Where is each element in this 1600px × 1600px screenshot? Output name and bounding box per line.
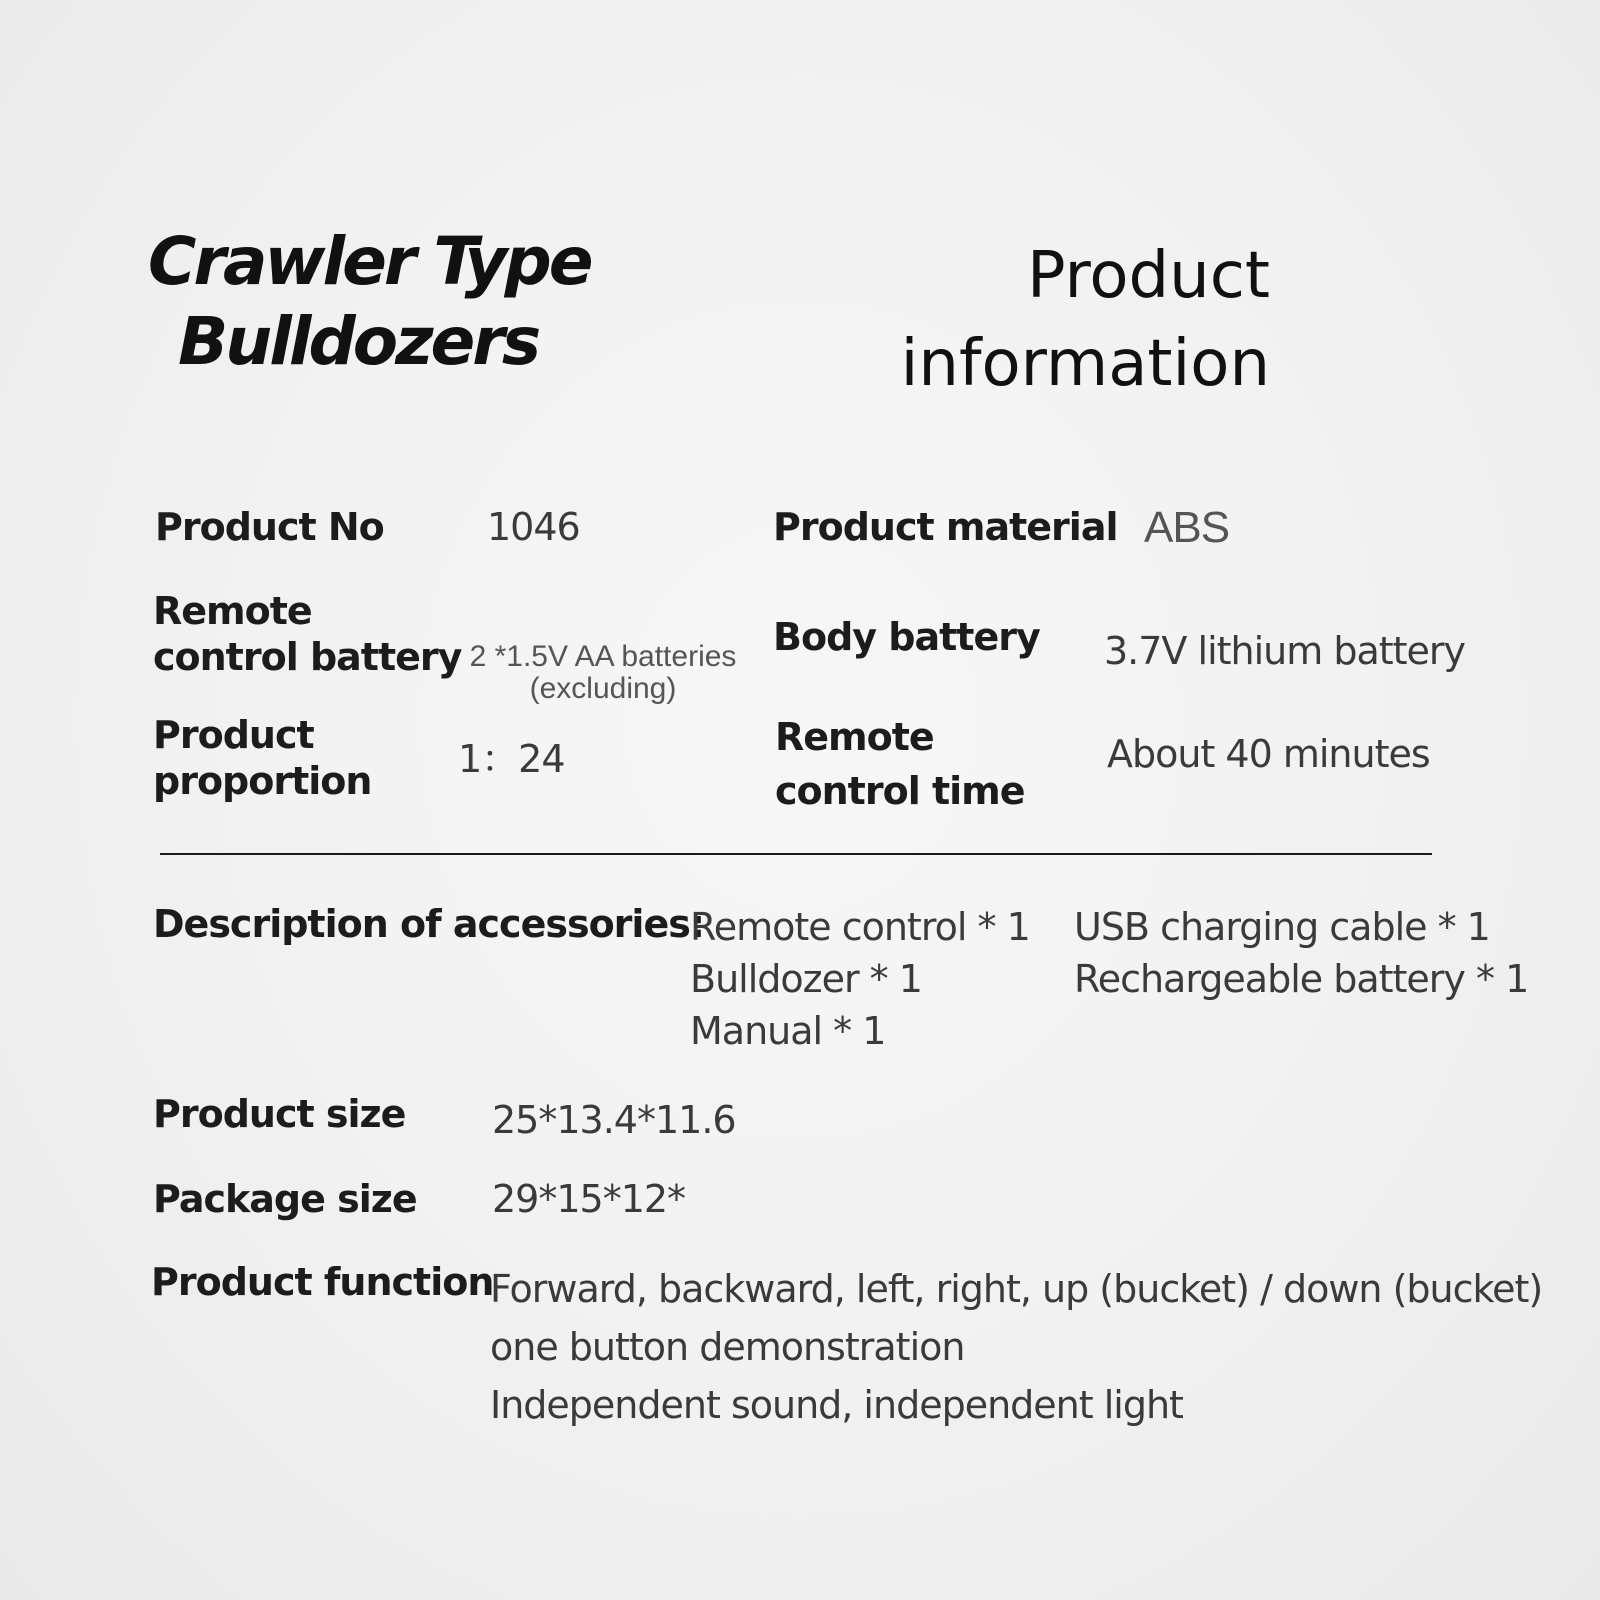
product-title-line1: Crawler Type xyxy=(148,223,591,300)
accessory-item: Bulldozer * 1 xyxy=(690,957,922,1001)
remote-time-value: About 40 minutes xyxy=(1107,732,1430,776)
proportion-label xyxy=(153,712,371,804)
product-function-value xyxy=(490,1260,1542,1434)
remote-battery-value-line1: 2 *1.5V AA batteries xyxy=(469,640,737,673)
accessory-item: USB charging cable * 1 xyxy=(1074,905,1490,949)
section-title-line2: information xyxy=(900,327,1270,401)
product-function-line: one button demonstration xyxy=(490,1325,965,1369)
accessories-list-col1 xyxy=(690,901,1030,1057)
package-size-label: Package size xyxy=(153,1177,417,1221)
section-title-line1: Product xyxy=(1027,239,1270,313)
proportion-value: 1：24 xyxy=(458,737,565,781)
body-battery-label: Body battery xyxy=(773,615,1040,659)
product-size-label: Product size xyxy=(153,1092,406,1136)
accessory-item: Manual * 1 xyxy=(690,1009,886,1053)
accessories-list-col2 xyxy=(1074,901,1528,1005)
remote-battery-label-line2: control battery xyxy=(153,635,462,679)
body-battery-value: 3.7V lithium battery xyxy=(1104,629,1466,673)
accessory-item: Rechargeable battery * 1 xyxy=(1074,957,1529,1001)
section-title xyxy=(890,232,1270,408)
product-title-line2: Bulldozers xyxy=(178,303,539,380)
package-size-value: 29*15*12* xyxy=(492,1177,686,1221)
product-no-value: 1046 xyxy=(487,505,580,549)
product-function-label: Product function xyxy=(151,1260,494,1304)
product-function-line: Forward, backward, left, right, up (bucket) / down (bucket) xyxy=(490,1267,1543,1311)
remote-battery-value-line2: (excluding) xyxy=(529,672,677,705)
product-size-value: 25*13.4*11.6 xyxy=(492,1098,736,1142)
remote-time-label-line2: control time xyxy=(775,769,1025,813)
accessories-label: Description of accessories: xyxy=(153,902,705,946)
remote-time-label-line1: Remote xyxy=(775,715,934,759)
remote-battery-label-line1: Remote xyxy=(153,589,312,633)
accessory-item: Remote control * 1 xyxy=(690,905,1030,949)
proportion-label-line2: proportion xyxy=(153,759,372,803)
remote-time-label xyxy=(775,710,1025,818)
product-material-value: ABS xyxy=(1144,503,1230,552)
proportion-label-line1: Product xyxy=(153,713,314,757)
section-divider xyxy=(160,853,1432,855)
product-material-label: Product material xyxy=(773,505,1118,549)
remote-battery-label xyxy=(153,588,461,680)
remote-battery-value xyxy=(458,641,748,705)
product-no-label: Product No xyxy=(155,505,384,549)
product-title xyxy=(148,222,591,382)
product-function-line: Independent sound, independent light xyxy=(490,1383,1183,1427)
